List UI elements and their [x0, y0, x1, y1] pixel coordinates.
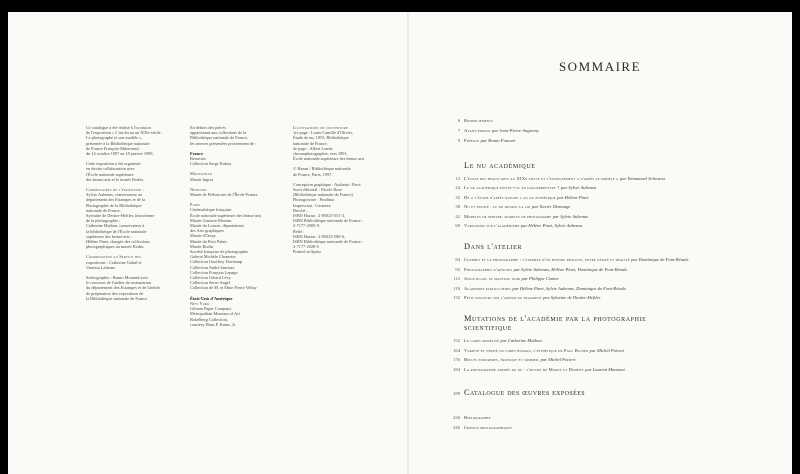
toc-entry-author: par Sylvie Aubenas, Hélène Pinet, Dominique de Font-Réaulx	[513, 266, 628, 272]
toc-entry	[436, 138, 766, 143]
toc-page-number: 12	[455, 176, 460, 181]
colophon-line: de France, Paris, 1997.	[293, 171, 333, 177]
toc-entry-text: Jupon blanc et manteau noir	[464, 276, 521, 282]
toc-page-number: 164	[453, 347, 460, 353]
colophon-line: ISBN Bibliothèque nationale de France :	[293, 218, 364, 224]
colophon-line: 1re page : Louis-Camille d'Olivier,	[293, 130, 353, 136]
toc-entry	[436, 185, 766, 190]
colophon-line: Photographie de la Bibliothèque	[86, 202, 142, 208]
colophon-paragraph	[86, 125, 186, 156]
colophon-line: New York	[190, 300, 210, 306]
toc-entry-author: par Jean-Pierre Angremy	[491, 128, 539, 133]
toc-entry-text: De « l'étude d'après nature » au nu esthétique	[464, 194, 556, 200]
toc-entry	[436, 286, 766, 291]
toc-entry-author: par Sylvaine de Decker-Heftler	[543, 295, 601, 301]
colophon-line: Nemours	[190, 186, 208, 192]
toc-entry-title	[464, 338, 542, 343]
toc-page-number: 84	[455, 257, 460, 263]
toc-entry-text: Modèles de peintre, modèles de photographe	[464, 213, 552, 219]
toc-page-number: 132	[453, 295, 460, 301]
colophon-line: nationale de France,	[86, 207, 121, 213]
colophon-line: de France François-Mitterrand,	[86, 145, 140, 151]
toc-entry-author: par Michel Poivert	[540, 357, 576, 363]
catalogue-entry	[436, 388, 766, 397]
colophon-line: (Bibliothèque nationale de France)	[293, 192, 353, 198]
toc-entry-title	[464, 128, 539, 133]
toc-entry-text: Petit discours sur l'amour du fragment	[464, 295, 542, 301]
toc-entry-title	[464, 286, 626, 291]
toc-entry-text: Crédits photographiques	[464, 425, 513, 431]
toc-entry-text: Le corps modélisé	[464, 338, 500, 344]
colophon-line: département des Estampes et de la	[86, 197, 146, 203]
toc-entry-title	[464, 138, 516, 143]
toc-entry-author: par Sylvie Aubenas	[552, 213, 589, 219]
toc-entry	[436, 338, 766, 343]
colophon-line: Musée du Petit Palais	[190, 238, 228, 244]
toc-entry-title	[464, 348, 624, 353]
toc-entry-author: par Hélène Pinet, Sylvie Aubenas, Dominique de Font-Réaulx	[512, 285, 627, 291]
colophon-paragraph	[190, 296, 288, 327]
page-title: SOMMAIRE	[558, 59, 642, 74]
colophon-line: Bokelberg Collection,	[190, 316, 228, 322]
colophon-line: Sylvaine de Decker-Heftler, historienne	[86, 213, 155, 219]
colophon-line: Bibliothèque nationale de France,	[190, 135, 248, 141]
colophon-line: Musée Gustave-Moreau	[190, 217, 232, 223]
lenders-column	[190, 125, 288, 332]
toc-entry-text: Bibliographie	[464, 415, 491, 421]
colophon-line: Paris	[190, 202, 201, 208]
colophon-line: Photogravure : Prodima	[293, 197, 335, 203]
toc-entry	[436, 367, 766, 372]
colophon-paragraph	[86, 275, 186, 301]
colophon-line: expositions : Catherine Gidaïl et	[86, 259, 142, 265]
toc-entry-author: par Hélène Pinet	[557, 194, 589, 200]
toc-entry-title	[464, 425, 512, 430]
toc-page-number: 152	[453, 338, 460, 344]
colophon-line: Hélène Pinet, chargée des collections	[86, 239, 150, 245]
colophon-line: 2-7177-2028-6	[293, 244, 319, 250]
toc-entry	[436, 357, 766, 362]
toc-entry-text: Variations sur l'académisme	[464, 223, 520, 229]
colophon-line: Illustrations de couverture	[293, 125, 348, 130]
book-gutter	[407, 12, 409, 474]
toc-entry-author: par Laurent Mannoni	[585, 366, 625, 372]
colophon-paragraph	[190, 125, 288, 146]
toc-entry-text: Académies particulières	[464, 285, 511, 291]
toc-entry-title	[464, 195, 589, 200]
toc-entry-text: Belles endormies, érotique et sommeil	[464, 357, 540, 363]
toc-entry-author: par Emmanuel Schwartz	[619, 176, 666, 181]
colophon-line: Musée du Louvre, département	[190, 223, 244, 229]
colophon-line: Collection Geoffrey Duchamp	[190, 259, 243, 265]
colophon-line: Cette exposition a été organisée	[86, 161, 141, 167]
colophon-line: en étroite collaboration avec	[86, 166, 135, 172]
colophon-line: l'École nationale supérieure	[86, 171, 134, 177]
colophon-line: Catherine Mathon, conservateur à	[86, 223, 145, 229]
colophon-line: Scénographie : Bruno Moinard avec	[86, 275, 149, 281]
toc-entry-title	[464, 257, 689, 262]
colophon-line: École nationale supérieure des beaux-arts	[190, 212, 262, 218]
colophon-line: Collection François Lepage	[190, 269, 238, 275]
colophon-line: la Bibliothèque nationale de France.	[86, 295, 149, 301]
colophon-line: Impression : Castuera	[293, 202, 331, 208]
colophon-line: Collection de M. et Mme Pierre Vellay	[190, 285, 257, 291]
toc-entry	[436, 128, 766, 133]
toc-entry	[436, 176, 766, 181]
toc-entry-text: Nu et nudité : le nu devant la loi	[464, 204, 531, 210]
toc-entry-text: L'école des beaux-arts au XIXe siècle et l'enseignement « d'après le modèle »	[464, 176, 619, 181]
colophon-line: de préparation des expositions de	[86, 290, 144, 296]
toc-entry-author: par Catherine Mathon	[500, 338, 542, 344]
toc-entry	[436, 425, 766, 430]
toc-entry-author: par Dominique de Font-Réaulx	[631, 257, 689, 263]
toc-entry	[436, 257, 766, 262]
toc-entry	[436, 276, 766, 281]
colophon-line: Relié :	[293, 228, 305, 234]
colophon-line: Musée Rodin	[190, 243, 214, 249]
colophon-line: 4e page : Albert Londe,	[293, 145, 334, 151]
toc-entry-title	[464, 415, 491, 420]
toc-page-number: 38	[455, 204, 460, 210]
colophon-line: Metropolitan Museum of Art	[190, 311, 240, 317]
toc-entry-author: par Philippe Comar	[521, 276, 559, 282]
colophon-line: le concours de l'atelier de restauration	[86, 280, 152, 286]
toc-entry-title	[464, 295, 601, 300]
toc-entry	[436, 118, 766, 123]
toc-entry-title	[464, 357, 576, 362]
colophon-line: Beauvais	[190, 156, 206, 162]
book-spread	[8, 12, 792, 474]
colophon-line: supérieure des beaux-arts ;	[86, 233, 132, 239]
colophon-line: des beaux-arts et le musée Rodin.	[86, 176, 144, 182]
colophon-line: la bibliothèque de l'École nationale	[86, 228, 147, 234]
colophon-line: Collection Serge Kakou	[190, 161, 232, 167]
toc-entry-title	[464, 367, 625, 372]
colophon-line: Le photographe et son modèle »,	[86, 135, 143, 141]
colophon-line: courtesy Hans P. Kraus, Jr.	[190, 321, 236, 327]
colophon-line: Société française de photographie	[190, 249, 249, 255]
toc-entry-text: Préface	[464, 138, 480, 143]
toc-entry	[436, 415, 766, 420]
colophon-line: du département des Estampes et de l'atelier	[86, 285, 161, 291]
toc-entry-text: Le nu académique existe-t-il en daguerréotype ?	[464, 185, 560, 191]
colophon-paragraph	[86, 187, 186, 249]
colophon-line: nationale de France.	[293, 140, 328, 146]
colophon-line: Commissaires de l'exposition :	[86, 187, 145, 193]
toc-page-number: 32	[455, 194, 460, 200]
toc-page-number: 236	[453, 415, 460, 421]
toc-page-number: 118	[453, 285, 460, 291]
colophon-paragraph	[293, 125, 393, 161]
toc-page-number: 184	[453, 366, 460, 372]
toc-entry	[436, 195, 766, 200]
section-heading: Mutations de l'académie par la photographie scientifique	[464, 314, 647, 333]
colophon-line: Montauban	[190, 171, 213, 177]
colophon-line: présentée à la Bibliothèque nationale	[86, 140, 150, 146]
toc-page-number: 240	[453, 425, 460, 431]
colophon-line: Vanessa Lalanne.	[86, 264, 116, 270]
colophon-line: Conception graphique : Atalante / Paris	[293, 181, 361, 187]
colophon-line: Suivi éditorial : Nicole Rose	[293, 187, 342, 193]
toc-entry-title	[464, 223, 582, 228]
colophon-line: École nationale supérieure des beaux-arts	[293, 156, 365, 162]
toc-entry-title	[464, 204, 570, 209]
colophon-line: Collection Serre-Angel	[190, 280, 230, 286]
colophon-paragraph	[190, 187, 288, 197]
toc-page-number: 42	[455, 213, 460, 219]
colophon-line: du 14 octobre 1997 au 18 janvier 1998.	[86, 151, 154, 157]
colophon-line: Cinémathèque française	[190, 207, 232, 213]
toc-entry-text: Courbet et la photographie : l'exemple d'un peintre réaliste, entre vérité et réalité	[464, 257, 630, 263]
toc-page-number: 60	[455, 223, 460, 229]
toc-entry-title	[464, 185, 596, 190]
toc-entry-author: par Hélène Pinet, Sylvie Aubenas	[520, 223, 583, 229]
colophon-line: 2-7177-2009-X	[293, 223, 320, 229]
colophon-line: les œuvres présentées proviennent de :	[190, 140, 257, 146]
section-heading: Le nu académique	[464, 161, 536, 170]
colophon-paragraph	[293, 182, 393, 255]
colophon-line: ISBN Bibliothèque nationale de France :	[293, 239, 364, 245]
toc-entry-title	[464, 214, 588, 219]
toc-page-number: 176	[453, 357, 460, 363]
toc-entry-author: par Michel Poivert	[589, 347, 625, 353]
toc-page-number: 24	[455, 185, 460, 191]
colophon-line: Galerie Michèle Chomette	[190, 254, 236, 260]
colophon-line: ISBN Hazan : 2-85025-551-3,	[293, 213, 346, 219]
colophon-line: Ce catalogue a été réalisé à l'occasion	[86, 125, 151, 130]
toc-entry	[436, 223, 766, 228]
colophon-line: de l'exposition « L'art du nu au XIXe siècle.	[86, 130, 162, 136]
colophon-paragraph	[86, 161, 186, 182]
colophon-paragraph	[190, 171, 288, 181]
colophon-line: Coordination au Service des	[86, 254, 142, 260]
colophon-line: photographiques au musée Rodin.	[86, 244, 145, 250]
colophon-column-1	[86, 125, 186, 306]
colophon-line: Sylvie Aubenas, conservateur au	[86, 192, 143, 198]
toc-page-number: 189	[453, 391, 460, 397]
colophon-line: Étude de nu, 1855, Bibliothèque	[293, 135, 349, 141]
toc-entry-title	[464, 276, 559, 281]
colophon-paragraph	[190, 202, 288, 290]
toc-page-number: 7	[457, 128, 460, 133]
toc-entry-author: par Sylvie Aubenas	[560, 185, 597, 191]
toc-entry-text: Photographies d'artistes	[464, 266, 513, 272]
colophon-line: Gilman Paper Company	[190, 306, 232, 312]
colophon-line: Musée de Préhistoire de l'Île-de-France	[190, 192, 258, 198]
toc-entry-author: par Bruno Foucart	[480, 138, 516, 143]
credits-column	[293, 125, 393, 260]
colophon-paragraph	[190, 151, 288, 167]
toc-entry-text: Avant-propos	[464, 128, 491, 133]
colophon-line: Musée d'Orsay	[190, 233, 216, 239]
toc-entry-text: Variété et vérité du corps humain, l'esthétique de Paul Richer	[464, 347, 589, 353]
toc-entry-title: Catalogue des œuvres exposées	[464, 388, 585, 398]
toc-entry	[436, 204, 766, 209]
colophon-line: Collection Gérard Lévy	[190, 275, 231, 281]
colophon-line: de la photographie ;	[86, 218, 121, 224]
colophon-line: Musée Ingres	[190, 176, 214, 182]
toc-page-number: 92	[455, 266, 460, 272]
toc-entry-text: La photographie animée du nu : l'œuvre de Marey et Demenÿ	[464, 366, 584, 372]
section-heading: Dans l'atelier	[464, 242, 523, 252]
colophon-line: © Hazan / Bibliothèque nationale	[293, 166, 351, 172]
toc-entry-text: Remerciements	[464, 118, 493, 123]
toc-page-number: 6	[457, 118, 460, 123]
toc-entry-title	[464, 118, 493, 123]
colophon-line: Printed in Spain	[293, 249, 321, 255]
colophon-line: chronophotographie, vers 1891,	[293, 151, 348, 157]
toc-page-number: 112	[453, 276, 460, 282]
toc-entry-title	[464, 267, 627, 272]
toc-entry-author: par Xavier Demange	[531, 204, 571, 210]
colophon-line: Broché :	[293, 207, 308, 213]
colophon-line: ISBN Hazan : 2-85025-580-6,	[293, 233, 346, 239]
toc-page-number: 9	[457, 138, 460, 143]
toc-entry	[436, 214, 766, 219]
colophon-line: France	[190, 150, 203, 156]
table-of-contents	[436, 118, 766, 430]
colophon-line: En dehors des pièces	[190, 125, 226, 130]
colophon-paragraph	[293, 166, 393, 176]
toc-entry	[436, 267, 766, 272]
colophon-paragraph	[86, 254, 186, 270]
colophon-line: appartenant aux collections de la	[190, 130, 247, 136]
toc-entry-title	[464, 176, 665, 181]
toc-entry	[436, 295, 766, 300]
toc-entry	[436, 348, 766, 353]
colophon-line: États-Unis d'Amérique	[190, 295, 233, 301]
colophon-line: des Arts graphiques	[190, 228, 224, 234]
colophon-line: Collection André Jammes	[190, 264, 235, 270]
